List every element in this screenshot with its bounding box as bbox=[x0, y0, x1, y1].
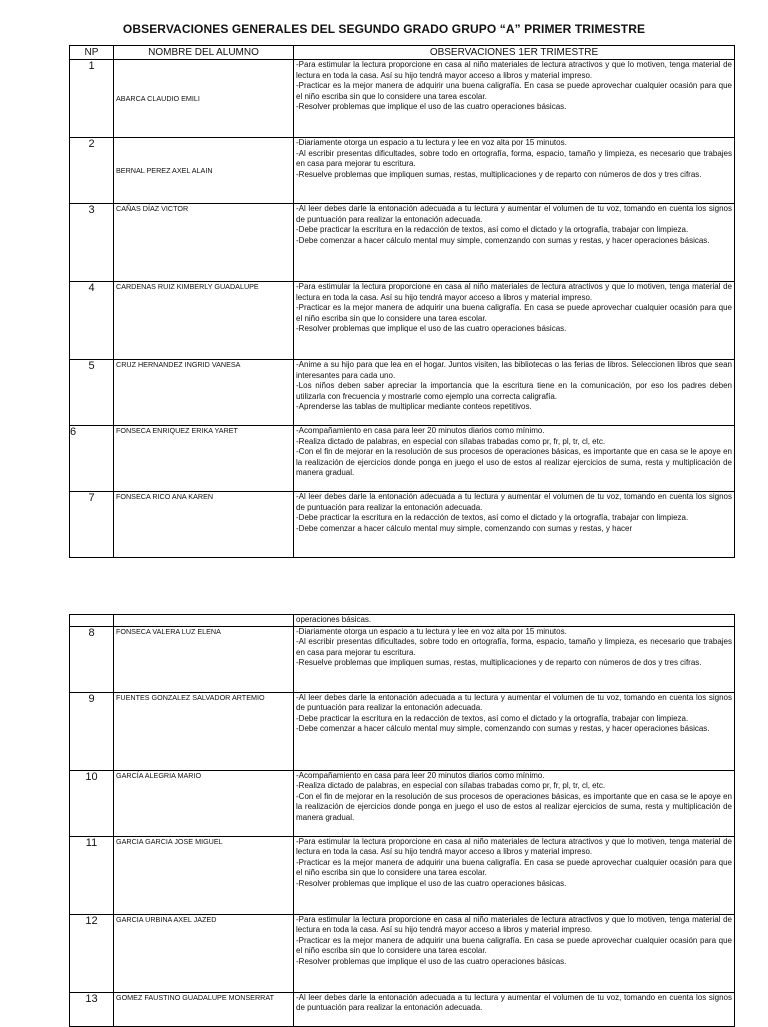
student-observations bbox=[294, 626, 735, 692]
table-row bbox=[70, 914, 735, 992]
observation-line: -Realiza dictado de palabras, en especial con sílabas trabadas como pr, fr, pl, tr, cl, etc. bbox=[296, 781, 606, 791]
observation-line: -Debe comenzar a hacer cálculo mental muy simple, comenzando con sumas y restas, y hacer bbox=[296, 523, 633, 533]
observation-line: -Resolver problemas que implique el uso de las cuatro operaciones básicas. bbox=[296, 102, 567, 112]
student-name: GOMEZ FAUSTINO GUADALUPE MONSERRAT bbox=[114, 992, 294, 1026]
observation-line: -Debe comenzar a hacer cálculo mental muy simple, comenzando con sumas y restas, y hacer operaciones básicas. bbox=[296, 724, 710, 734]
observation-line: -Debe comenzar a hacer cálculo mental muy simple, comenzando con sumas y restas, y hacer operaciones básicas. bbox=[296, 235, 710, 245]
observation-line: -Al leer debes darle la entonación adecuada a tu lectura y aumentar el volumen de tu voz, tomando en cuenta los signos de puntuación para realizar la entonación adecuada. bbox=[296, 204, 732, 224]
observation-line: -Con el fin de mejorar en la resolución de sus procesos de operaciones básicas, es importante que en casa se le apoye en la realización de ejercicios donde ponga en juego el uso de estos al realizar ejercicios de suma, resta y multiplicación de manera gradual. bbox=[296, 791, 732, 822]
table-header-row bbox=[70, 46, 735, 60]
observation-line: -Practicar es la mejor manera de adquirir una buena caligrafía. En casa se puede aprovechar cualquier ocasión para que el niño escriba sin que lo considere una tarea escolar. bbox=[296, 81, 732, 101]
student-number: 12 bbox=[70, 914, 114, 992]
observation-line: -Resuelve problemas que impliquen sumas, restas, multiplicaciones y de reparto con números de dos y tres cifras. bbox=[296, 169, 702, 179]
student-name: GARCIA URBINA AXEL JAZED bbox=[114, 914, 294, 992]
observation-line: -Diariamente otorga un espacio a tu lectura y lee en voz alta por 15 minutos. bbox=[296, 626, 567, 636]
observation-line: -Practicar es la mejor manera de adquirir una buena caligrafía. En casa se puede aprovechar cualquier ocasión para que el niño escriba sin que lo considere una tarea escolar. bbox=[296, 857, 732, 878]
header-np: NP bbox=[70, 46, 114, 60]
table-row bbox=[70, 138, 735, 204]
observation-line: -Para estimular la lectura proporcione en casa al niño materiales de lectura atractivos y que lo motiven, tenga material de lectura en toda la casa. Así su hijo tendrá mayor acceso a libros y material impreso. bbox=[296, 836, 732, 857]
observation-line: -Al leer debes darle la entonación adecuada a tu lectura y aumentar el volumen de tu voz, tomando en cuenta los signos de puntuación para realizar la entonación adecuada. bbox=[296, 992, 732, 1013]
student-name: CARDENAS RUIZ KIMBERLY GUADALUPE bbox=[114, 282, 294, 360]
table-row bbox=[70, 60, 735, 138]
table-row bbox=[70, 770, 735, 836]
student-observations bbox=[294, 992, 735, 1026]
observation-line: -Con el fin de mejorar en la resolución de sus procesos de operaciones básicas, es importante que en casa se le apoye en la realización de ejercicios donde ponga en juego el uso de estos al realizar ejercicios de suma, resta y multiplicación de manera gradual. bbox=[296, 447, 732, 478]
student-observations bbox=[294, 692, 735, 770]
observation-line: -Diariamente otorga un espacio a tu lectura y lee en voz alta por 15 minutos. bbox=[296, 138, 567, 147]
observation-line: -Resolver problemas que implique el uso de las cuatro operaciones básicas. bbox=[296, 956, 567, 966]
student-observations bbox=[294, 836, 735, 914]
table-row bbox=[70, 992, 735, 1026]
student-number: 4 bbox=[70, 282, 114, 360]
observations-table-page-1 bbox=[69, 45, 735, 558]
student-observations bbox=[294, 60, 735, 138]
table-row bbox=[70, 626, 735, 692]
observation-line: -Practicar es la mejor manera de adquirir una buena caligrafía. En casa se puede aprovechar cualquier ocasión para que el niño escriba sin que lo considere una tarea escolar. bbox=[296, 935, 732, 956]
observation-line: -Al leer debes darle la entonación adecuada a tu lectura y aumentar el volumen de tu voz, tomando en cuenta los signos de puntuación para realizar la entonación adecuada. bbox=[296, 692, 732, 713]
student-observations bbox=[294, 426, 735, 492]
student-observations bbox=[294, 770, 735, 836]
student-name: FUENTES GONZALEZ SALVADOR ARTEMIO bbox=[114, 692, 294, 770]
observation-line: -Practicar es la mejor manera de adquirir una buena caligrafía. En casa se puede aprovechar cualquier ocasión para que el niño escriba sin que lo considere una tarea escolar. bbox=[296, 303, 732, 323]
student-observations bbox=[294, 360, 735, 426]
observation-line: -Realiza dictado de palabras, en especial con sílabas trabadas como pr, fr, pl, tr, cl, etc. bbox=[296, 436, 606, 446]
student-number: 6 bbox=[70, 426, 114, 492]
observation-line: -Al escribir presentas dificultades, sobre todo en ortografía, forma, espacio, tamaño y limpieza, es necesario que trabajes en casa para mejorar tu escritura. bbox=[296, 148, 732, 169]
header-student-name: NOMBRE DEL ALUMNO bbox=[114, 46, 294, 60]
observation-line: -Anime a su hijo para que lea en el hogar. Juntos visiten, las bibliotecas o las ferias de libros. Seleccionen libros que sean interesantes para cada uno. bbox=[296, 360, 732, 380]
student-name: CAÑAS DÍAZ VICTOR bbox=[114, 204, 294, 282]
observation-line: -Debe practicar la escritura en la redacción de textos, así como el dictado y la ortografía, trabajar con limpieza. bbox=[296, 713, 689, 723]
student-number: 2 bbox=[70, 138, 114, 204]
continuation-row bbox=[70, 615, 735, 627]
header-observations: OBSERVACIONES 1ER TRIMESTRE bbox=[294, 46, 735, 60]
observation-line: -Al escribir presentas dificultades, sobre todo en ortografía, forma, espacio, tamaño y limpieza, es necesario que trabajes en casa para mejorar tu escritura. bbox=[296, 637, 732, 657]
observation-line: -Para estimular la lectura proporcione en casa al niño materiales de lectura atractivos y que lo motiven, tenga material de lectura en toda la casa. Así su hijo tendrá mayor acceso a libros y material impreso. bbox=[296, 914, 732, 935]
student-number: 11 bbox=[70, 836, 114, 914]
student-number: 1 bbox=[70, 60, 114, 138]
continuation-observation-cell: operaciones básicas. bbox=[294, 615, 735, 627]
student-number: 9 bbox=[70, 692, 114, 770]
student-number: 5 bbox=[70, 360, 114, 426]
table-row bbox=[70, 282, 735, 360]
table-row bbox=[70, 836, 735, 914]
table-row bbox=[70, 360, 735, 426]
student-name: GARCÍA ALEGRIA MARIO bbox=[114, 770, 294, 836]
observations-table-page-2 bbox=[69, 614, 735, 1027]
student-name: CRUZ HERNANDEZ INGRID VANESA bbox=[114, 360, 294, 426]
observation-line: -Al leer debes darle la entonación adecuada a tu lectura y aumentar el volumen de tu voz, tomando en cuenta los signos de puntuación para realizar la entonación adecuada. bbox=[296, 492, 732, 512]
student-observations bbox=[294, 204, 735, 282]
observation-line: -Debe practicar la escritura en la redacción de textos, así como el dictado y la ortografía, trabajar con limpieza. bbox=[296, 513, 689, 523]
student-observations bbox=[294, 138, 735, 204]
student-number: 7 bbox=[70, 492, 114, 558]
table-row bbox=[70, 426, 735, 492]
observation-line: -Resolver problemas que implique el uso de las cuatro operaciones básicas. bbox=[296, 324, 567, 334]
student-observations bbox=[294, 282, 735, 360]
student-name: GARCIA GARCIA JOSE MIGUEL bbox=[114, 836, 294, 914]
student-name: ABARCA CLAUDIO EMILI bbox=[114, 60, 294, 138]
student-number: 13 bbox=[70, 992, 114, 1026]
observation-line: -Para estimular la lectura proporcione en casa al niño materiales de lectura atractivos y que lo motiven, tenga material de lectura en toda la casa. Así su hijo tendrá mayor acceso a libros y material impreso. bbox=[296, 60, 732, 80]
observation-line: -Debe practicar la escritura en la redacción de textos, así como el dictado y la ortografía, trabajar con limpieza. bbox=[296, 225, 689, 235]
observation-line: -Aprenderse las tablas de multiplicar mediante conteos repetitivos. bbox=[296, 402, 532, 412]
student-observations bbox=[294, 914, 735, 992]
continuation-np-cell bbox=[70, 615, 114, 627]
continuation-name-cell bbox=[114, 615, 294, 627]
student-name: BERNAL PEREZ AXEL ALAIN bbox=[114, 138, 294, 204]
student-number: 10 bbox=[70, 770, 114, 836]
student-observations bbox=[294, 492, 735, 558]
table-row bbox=[70, 492, 735, 558]
document-title: OBSERVACIONES GENERALES DEL SEGUNDO GRADO GRUPO “A” PRIMER TRIMESTRE bbox=[122, 22, 646, 36]
observation-line: -Resolver problemas que implique el uso de las cuatro operaciones básicas. bbox=[296, 878, 567, 888]
student-name: FONSECA ENRIQUEZ ERIKA YARET bbox=[114, 426, 294, 492]
table-row bbox=[70, 692, 735, 770]
student-name: FONSECA RICO ANA KAREN bbox=[114, 492, 294, 558]
observation-line: -Acompañamiento en casa para leer 20 minutos diarios como mínimo. bbox=[296, 770, 545, 780]
observation-line: -Para estimular la lectura proporcione en casa al niño materiales de lectura atractivos y que lo motiven, tenga material de lectura en toda la casa. Así su hijo tendrá mayor acceso a libros y material impreso. bbox=[296, 282, 732, 302]
table-row bbox=[70, 204, 735, 282]
observation-line: -Acompañamiento en casa para leer 20 minutos diarios como mínimo. bbox=[296, 426, 545, 435]
observation-line: -Resuelve problemas que impliquen sumas, restas, multiplicaciones y de reparto con números de dos y tres cifras. bbox=[296, 658, 702, 668]
student-name: FONSECA VALERA LUZ ELENA bbox=[114, 626, 294, 692]
student-number: 3 bbox=[70, 204, 114, 282]
observation-line: -Los niños deben saber apreciar la importancia que la escritura tiene en la comunicación, por eso los padres deben utilizarla con frecuencia y mostrarle como ejemplo una correcta caligrafía. bbox=[296, 381, 732, 401]
student-number: 8 bbox=[70, 626, 114, 692]
